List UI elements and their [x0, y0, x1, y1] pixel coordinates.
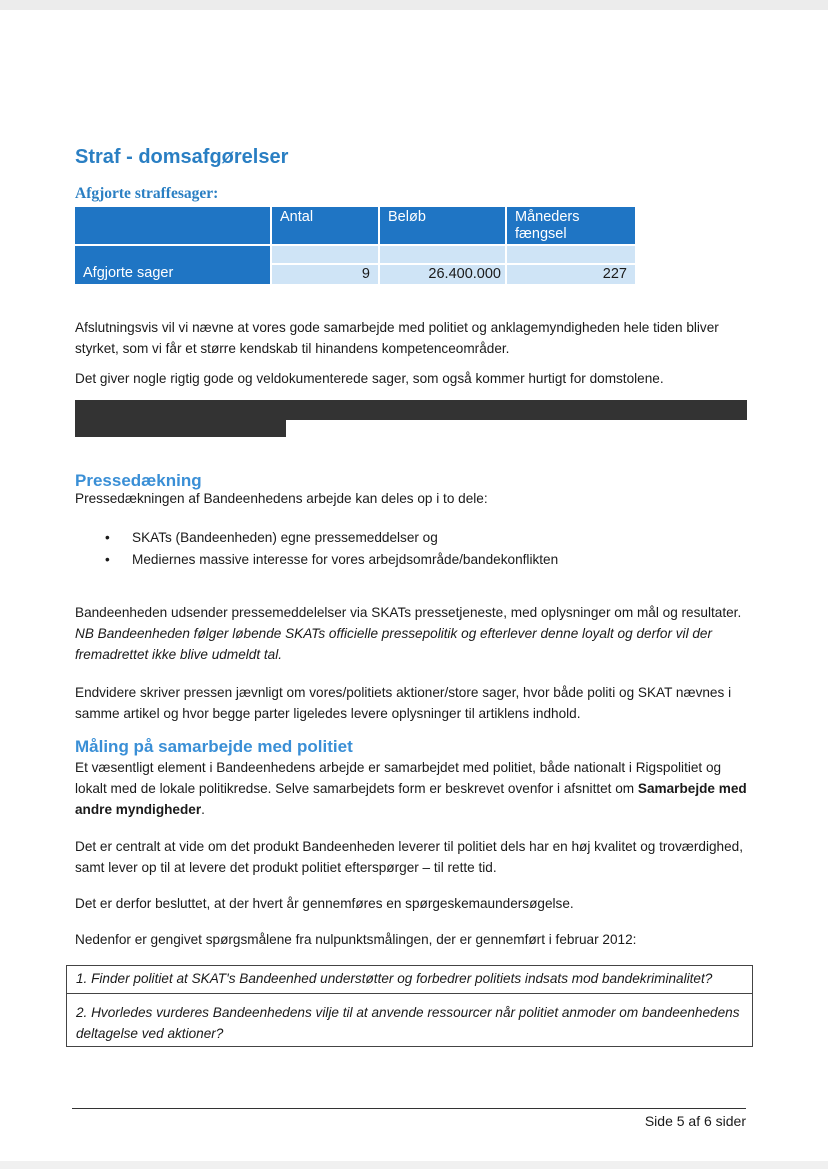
footer-divider — [72, 1108, 746, 1109]
table-value-antal: 9 — [272, 265, 378, 284]
paragraph-veldokumenterede: Det giver nogle rigtig gode og veldokumenterede sager, som også kommer hurtigt for domstolene. — [75, 371, 664, 386]
section-title-straf: Straf - domsafgørelser — [75, 146, 289, 168]
table-header-maaneders-faengsel: Måneders fængsel — [507, 207, 635, 244]
paragraph-vaesentligt-element — [75, 757, 755, 820]
table-row-label — [75, 246, 270, 284]
subtitle-afgjorte-straffesager: Afgjorte straffesager: — [75, 185, 219, 202]
questions-divider — [67, 993, 752, 994]
table-header-antal: Antal — [272, 207, 378, 244]
text-normal: Bandeenheden udsender pressemeddelelser via SKATs pressetjeneste, med oplysninger om mål og resultater. — [75, 605, 742, 620]
paragraph-nedenfor: Nedenfor er gengivet spørgsmålene fra nulpunktsmålingen, der er gennemført i februar 2012: — [75, 932, 637, 947]
table-cell-spacer — [507, 246, 635, 263]
paragraph-pressemeddelelser — [75, 602, 755, 665]
table-cell-spacer — [380, 246, 505, 263]
text-bold-reference: Samarbejde med andre myndigheder — [75, 781, 747, 817]
list-item: • SKATs (Bandeenheden) egne pressemeddelser og — [75, 527, 558, 548]
bottom-edge — [0, 1161, 828, 1169]
table-value-beloeb: 26.400.000 — [380, 265, 505, 284]
bullet-list — [75, 527, 558, 571]
paragraph-pressen-skriver: Endvidere skriver pressen jævnligt om vores/politiets aktioner/store sager, hvor både politi og SKAT nævnes i samme artikel og hvor begge parter ligeledes levere oplysninger til artiklens indhold. — [75, 685, 732, 721]
paragraph-press-intro: Pressedækningen af Bandeenhedens arbejde kan deles op i to dele: — [75, 491, 488, 506]
paragraph-besluttet: Det er derfor besluttet, at der hvert år gennemføres en spørgeskemaundersøgelse. — [75, 896, 574, 911]
redaction-bar — [75, 418, 286, 437]
paragraph-samarbejde: Afslutningsvis vil vi nævne at vores gode samarbejde med politiet og anklagemyndigheden hele tiden bliver styrket, som vi får et større kendskab til hinandens kompetenceområder. — [75, 320, 719, 356]
table-header-beloeb: Beløb — [380, 207, 505, 244]
text-normal: Et væsentligt element i Bandeenhedens arbejde er samarbejdet med politiet, både nationalt i Rigspolitiet og lokalt med de lokale politikredse. Selve samarbejdets form er beskrevet ovenfor i afsnittet om — [75, 760, 722, 796]
row-label-text: Afgjorte sager — [83, 265, 174, 281]
section-title-maaling: Måling på samarbejde med politiet — [75, 737, 353, 756]
section-title-pressedaekning: Pressedækning — [75, 471, 202, 490]
paragraph-centralt: Det er centralt at vide om det produkt Bandeenheden leverer til politiet dels har en høj kvalitet og troværdighed, samt lever op til at levere det produkt politiet efterspørger – til rette tid. — [75, 839, 743, 875]
redaction-bar — [75, 400, 747, 420]
top-edge — [0, 0, 828, 10]
questions-box — [66, 965, 753, 1047]
text-italic-note: NB Bandeenheden følger løbende SKATs officielle pressepolitik og efterlever denne loyalt og derfor vil der fremadrettet ikke blive udmeldt tal. — [75, 626, 713, 662]
table-cell-spacer — [272, 246, 378, 263]
page-number: Side 5 af 6 sider — [644, 1113, 746, 1129]
text-normal: . — [201, 802, 205, 817]
table-value-maaneder: 227 — [507, 265, 635, 284]
list-item: • Mediernes massive interesse for vores arbejdsområde/bandekonflikten — [75, 549, 558, 570]
question-2: 2. Hvorledes vurderes Bandeenhedens vilje til at anvende ressourcer når politiet anmoder om bandeenhedens deltagelse ved aktioner? — [76, 1005, 740, 1041]
table-header-blank — [75, 207, 270, 244]
question-1: 1. Finder politiet at SKAT's Bandeenhed understøtter og forbedrer politiets indsats mod bandekriminalitet? — [76, 971, 713, 986]
